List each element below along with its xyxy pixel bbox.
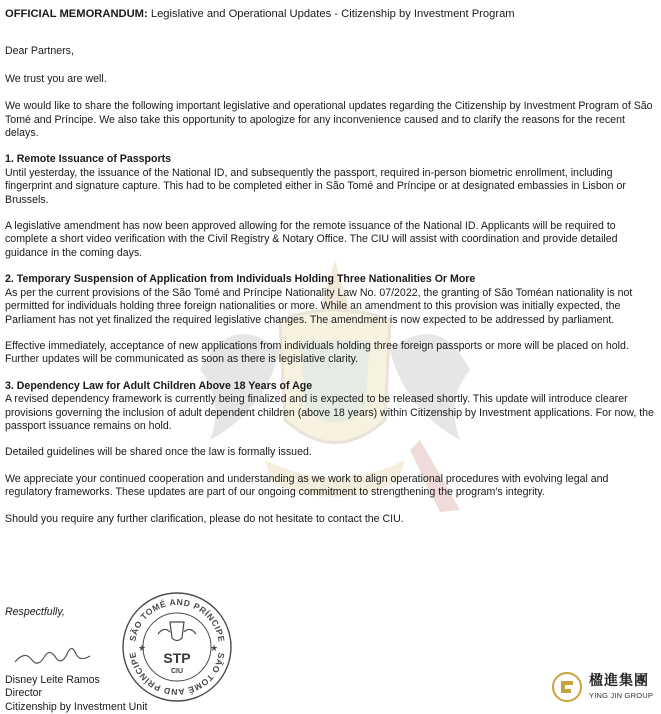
closing-paragraph: Should you require any further clarification, please do not hesitate to contact the CIU. [5,512,404,525]
signoff: Respectfully, [5,606,65,618]
seal-ring-text-lower: SÃO TOMÉ AND PRÍNCIPE [127,650,227,698]
brand-logo-icon [551,671,583,703]
section-paragraph: Until yesterday, the issuance of the National ID, and subsequently the passport, required in-person biometric enrollment, including fingerprint and signature capture. This had to be completed either in São Tomé and Príncipe or at designated embassies in Lisbon or Brussels. [5,166,626,206]
brand-chinese-name: 楹進集團 [589,673,649,689]
memo-title-subject: Legislative and Operational Updates - Citizenship by Investment Program [147,8,515,20]
signatory-role: Director [5,687,43,700]
seal-sub-text: CIU [170,668,184,675]
svg-text:SÃO TOMÉ AND PRÍNCIPE [127,597,226,643]
section-heading: 2. Temporary Suspension of Application from Individuals Holding Three Nationalities Or More [5,273,476,286]
signatory-name: Disney Leite Ramos [5,674,100,687]
intro-paragraph: We would like to share the following important legislative and operational updates regarding the Citizenship by Investment Program of São Tomé and Príncipe. We also take this opportunity to apologize for any inconvenience caused and to clarify the reasons for the recent delays. [5,100,653,140]
section-paragraph: Detailed guidelines will be shared once the law is formally issued. [5,446,312,459]
intro-paragraph: We trust you are well. [5,72,107,85]
section-paragraph: As per the current provisions of the São Tomé and Príncipe Nationality Law No. 07/2022, the granting of São Toméan nationality is not permitted for individuals holding three foreign nationalities or more. While an amendment to this provision was initially expected, the Parliament has not yet finalized the required legislative changes. The amendment is now expected to be addressed by parliament. [5,286,633,326]
section-heading: 1. Remote Issuance of Passports [5,153,172,166]
memo-title-label: OFFICIAL MEMORANDUM: [5,8,148,20]
brand-english-name: YING JIN GROUP [589,691,654,700]
seal-star-icon: ★ [210,643,219,653]
signatory-unit: Citizenship by Investment Unit [5,700,148,713]
handwritten-signature [10,632,100,674]
section-paragraph: Effective immediately, acceptance of new applications from individuals holding three foreign passports or more will be placed on hold. Further updates will be communicated as soon as there is legislative clarity. [5,339,629,366]
seal-star-icon: ★ [138,643,147,653]
memo-title [5,8,657,21]
section-heading: 3. Dependency Law for Adult Children Above 18 Years of Age [5,379,313,392]
section-paragraph: A revised dependency framework is currently being finalized and is expected to be released shortly. This update will introduce clearer provisions governing the inclusion of adult dependent children (above 18 years) within Citizenship by Investment applications. For now, the passport issuance remains on hold. [5,393,654,432]
seal-ring-text: SÃO TOMÉ AND PRÍNCIPE [127,596,227,644]
closing-paragraph: We appreciate your continued cooperation and understanding as we work to align operational procedures with evolving legal and regulatory frameworks. These updates are part of our ongoing commitment to strengthening the program's integrity. [5,472,609,499]
brand-watermark [549,667,657,707]
greeting: Dear Partners, [5,45,74,58]
seal-center-text: STP [163,650,191,666]
official-seal [120,590,234,704]
memo-body [5,8,657,526]
section-paragraph: A legislative amendment has now been approved allowing for the remote issuance of the National ID. Applicants will be required to complete a short video verification with the Civil Registry & Notary Office. The CIU will assist with coordination and provide detailed guidance in the coming days. [5,220,618,259]
seal-shield-icon [170,622,184,641]
